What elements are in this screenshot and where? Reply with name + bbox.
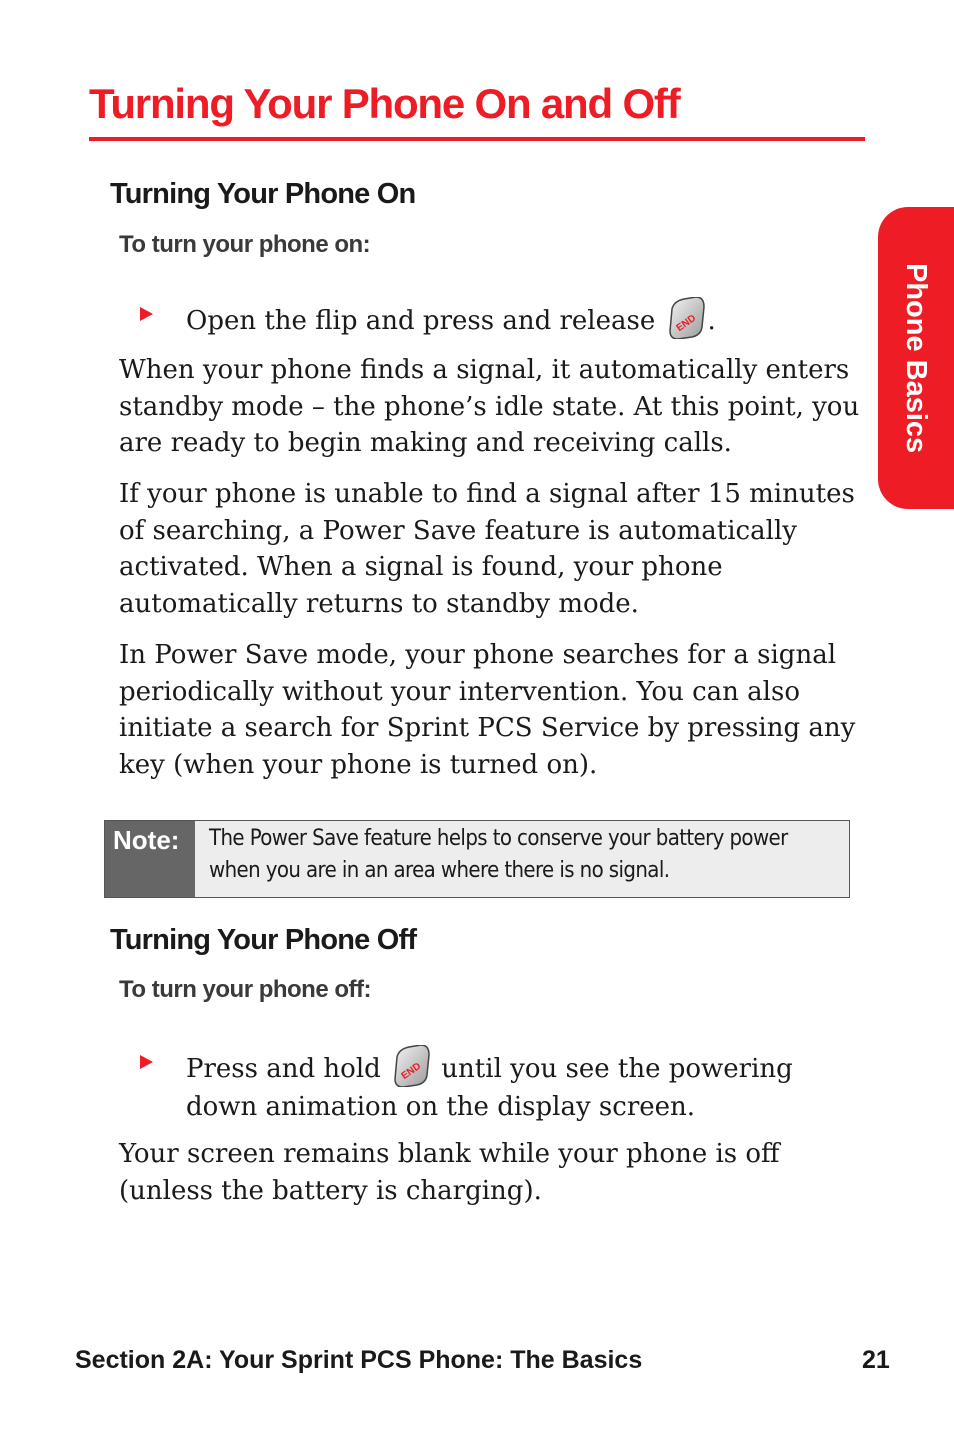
section-heading-off: Turning Your Phone Off bbox=[110, 924, 417, 956]
bullet-turn-off bbox=[140, 1045, 860, 1125]
note-label: Note: bbox=[105, 821, 195, 897]
note-text: The Power Save feature helps to conserve your battery power when you are in an area where there is no signal. bbox=[209, 826, 788, 883]
title-rule bbox=[89, 137, 865, 141]
end-key-icon bbox=[666, 297, 706, 339]
paragraph: When your phone finds a signal, it automatically enters standby mode – the phone’s idle state. At this point, you are ready to begin making and receiving calls. bbox=[119, 355, 860, 458]
paragraph: If your phone is unable to find a signal after 15 minutes of searching, a Power Save feature is automatically activated. When a signal is found, your phone automatically returns to standby mode. bbox=[119, 479, 855, 619]
note-box bbox=[104, 820, 850, 898]
svg-text:END: END bbox=[399, 1060, 424, 1082]
section-heading-on: Turning Your Phone On bbox=[110, 178, 416, 210]
side-tab bbox=[878, 207, 954, 509]
footer-section-title: Section 2A: Your Sprint PCS Phone: The Basics bbox=[75, 1346, 643, 1374]
page-title: Turning Your Phone On and Off bbox=[89, 80, 680, 127]
svg-text:END: END bbox=[673, 312, 698, 334]
end-key-icon bbox=[391, 1045, 431, 1087]
bullet-arrow-icon bbox=[140, 307, 153, 321]
instruction-heading-off: To turn your phone off: bbox=[119, 976, 371, 1003]
instruction-heading-on: To turn your phone on: bbox=[119, 231, 371, 258]
paragraph: Your screen remains blank while your phone is off (unless the battery is charging). bbox=[119, 1139, 780, 1206]
bullet-text: Open the flip and press and release END . bbox=[186, 297, 866, 340]
side-tab-label: Phone Basics bbox=[900, 262, 932, 454]
bullet-arrow-icon bbox=[140, 1055, 153, 1069]
bullet-turn-on bbox=[140, 297, 860, 337]
footer-page-number: 21 bbox=[862, 1346, 890, 1374]
bullet-text: Press and hold END until you see the powering down animation on the display screen. bbox=[186, 1045, 866, 1126]
paragraph: In Power Save mode, your phone searches for a signal periodically without your intervention. You can also initiate a search for Sprint PCS Service by pressing any key (when your phone is turned on). bbox=[119, 640, 856, 780]
